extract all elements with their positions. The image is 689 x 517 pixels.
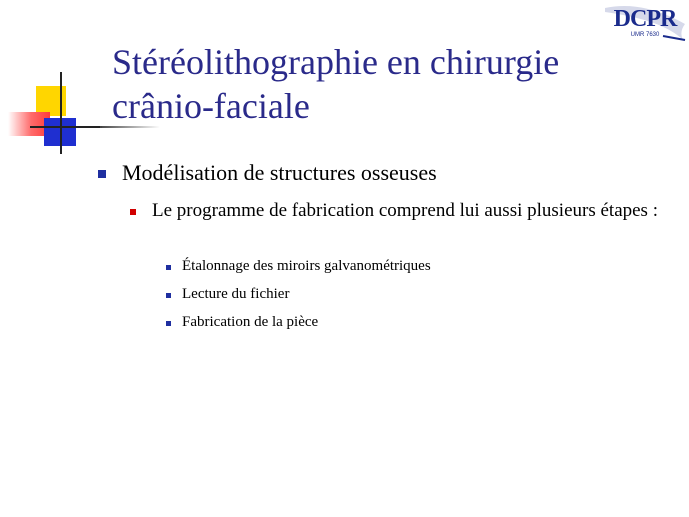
title-line-1: Stéréolithographie en chirurgie	[112, 42, 560, 82]
square-bullet-icon	[98, 170, 106, 178]
square-bullet-icon	[166, 293, 171, 298]
square-bullet-icon	[166, 265, 171, 270]
bullet-level-1-text: Modélisation de structures osseuses	[122, 160, 437, 185]
bullet-level-2-text: Le programme de fabrication comprend lui aussi plusieurs étapes :	[152, 200, 658, 221]
slide-title	[112, 40, 682, 128]
bullet-level-3-text: Lecture du fichier	[182, 286, 290, 302]
square-bullet-icon	[166, 321, 171, 326]
lab-logo	[603, 2, 687, 42]
vertical-line-decoration	[60, 72, 62, 154]
title-line-2: crânio-faciale	[112, 86, 310, 126]
square-bullet-icon	[130, 209, 136, 215]
logo-name: DCPR	[613, 6, 677, 32]
horizontal-line-decoration	[30, 126, 102, 128]
bullet-level-3-text: Fabrication de la pièce	[182, 314, 319, 330]
corner-decoration	[0, 0, 110, 170]
logo-subtitle: UMR 7630	[630, 32, 660, 38]
bullet-level-3-text: Étalonnage des miroirs galvanométriques	[182, 258, 431, 274]
